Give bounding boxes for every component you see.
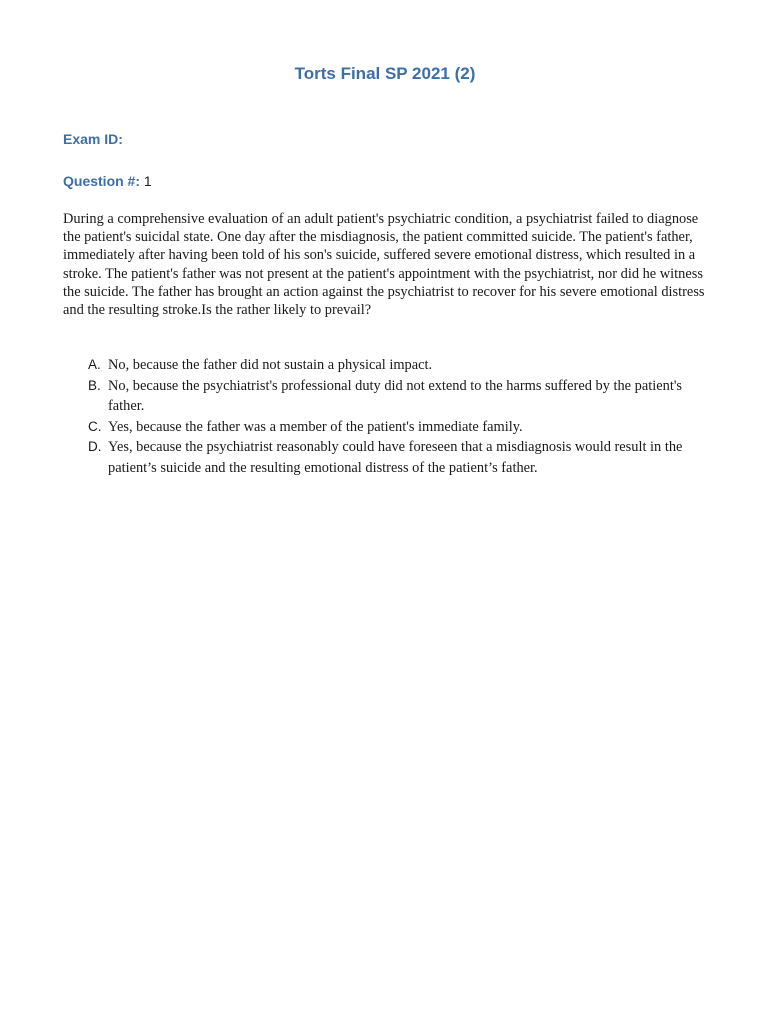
option-letter: B. (88, 377, 101, 393)
option-letter: A. (88, 357, 101, 372)
question-number-value: 1 (143, 173, 152, 189)
question-text: During a comprehensive evaluation of an adult patient's psychiatric condition, a psychiatrist failed to diagnose the patient's suicidal state. One day after the misdiagnosis, the patient committed suicide. The patient's father, immediately after having been told of his son's suicide, suffered severe emotional distress, which resulted in a stroke. The patient's father was not present at the patient's appointment with the psychiatrist, nor did he witness the suicide. The father has brought an action against the psychiatrist to recover for his severe emotional distress and the resulting stroke.Is the rather likely to prevail? (63, 211, 705, 319)
question-number-line (63, 173, 152, 189)
page-title: Torts Final SP 2021 (2) (294, 64, 476, 83)
option-letter: D. (88, 439, 102, 454)
question-number-label: Question #: (63, 173, 141, 189)
answer-option-d (88, 437, 708, 478)
option-text: Yes, because the psychiatrist reasonably could have foreseen that a misdiagnosis would result in the patient’s suicide and the resulting emotional distress of the patient’s father. (108, 439, 683, 476)
answer-option-c (88, 417, 708, 438)
option-text: No, because the psychiatrist's professional duty did not extend to the harms suffered by the patient's father. (108, 377, 683, 414)
option-letter: C. (88, 418, 102, 434)
exam-id-line (63, 131, 123, 147)
answer-option-b (88, 376, 708, 417)
answer-option-a (88, 355, 708, 376)
exam-id-label: Exam ID: (63, 131, 123, 147)
option-text: Yes, because the father was a member of the patient's immediate family. (108, 418, 523, 435)
option-text: No, because the father did not sustain a physical impact. (108, 357, 433, 373)
answer-options-list (88, 355, 708, 478)
